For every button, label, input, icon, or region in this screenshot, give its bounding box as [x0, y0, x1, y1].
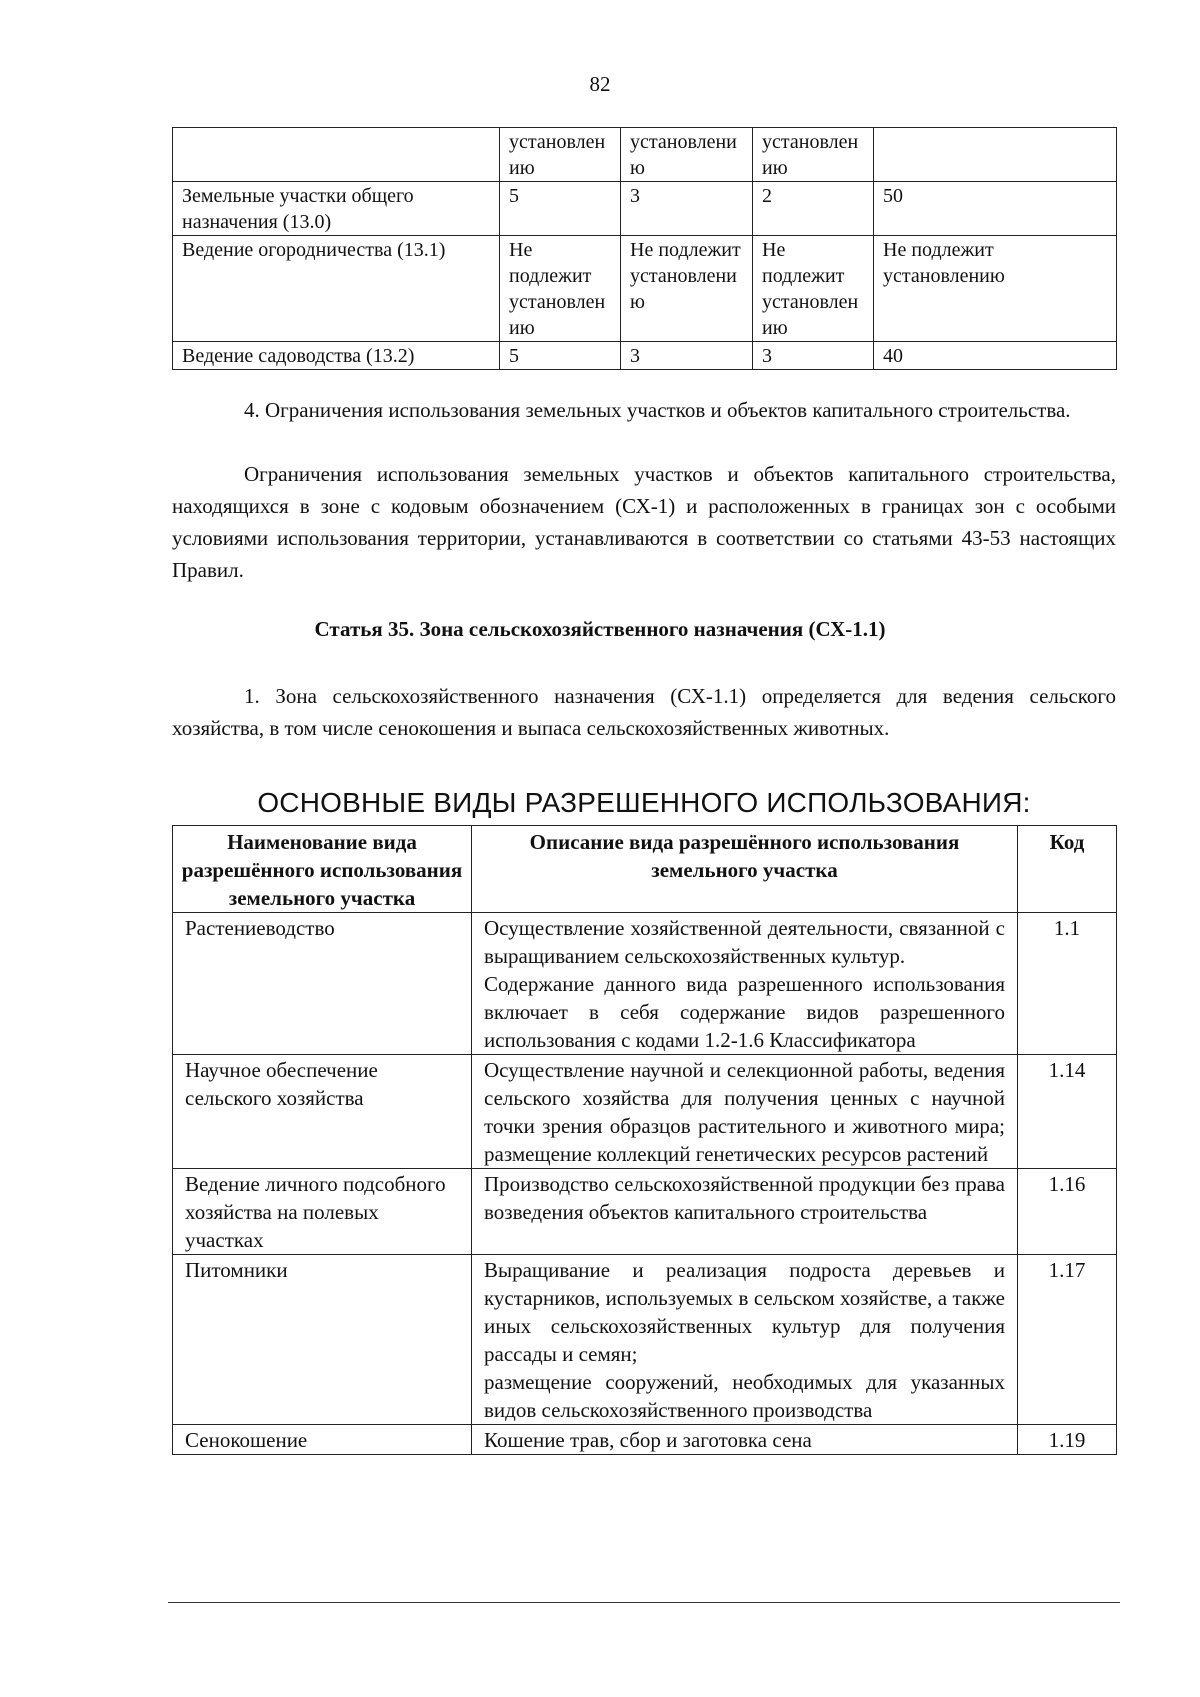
table-cell: Не подлежит установлени ю: [621, 236, 753, 342]
use-description: Кошение трав, сбор и заготовка сена: [472, 1425, 1018, 1455]
use-code: 1.16: [1018, 1169, 1117, 1255]
use-description: Производство сельскохозяйственной продукции без права возведения объектов капитального строительства: [472, 1169, 1018, 1255]
table-cell: 3: [621, 182, 753, 236]
description-paragraph: Выращивание и реализация подроста деревьев и кустарников, используемых в сельском хозяйстве, а также иных сельскохозяйственных культур для получения рассады и семян;: [484, 1258, 1005, 1366]
bottom-rule: [168, 1602, 1120, 1603]
use-code: 1.1: [1018, 913, 1117, 1055]
table-cell: установлен ию: [500, 128, 621, 182]
table-row: [173, 913, 1117, 1055]
table-row: [173, 342, 1117, 370]
table-cell: 50: [874, 182, 1117, 236]
description-paragraph: размещение сооружений, необходимых для указанных видов сельскохозяйственного производства: [484, 1370, 1005, 1422]
use-name: Питомники: [173, 1255, 472, 1425]
permitted-uses-table: [172, 825, 1117, 1455]
column-header-name: Наименование вида разрешённого использования земельного участка: [173, 826, 472, 913]
table-row: [173, 1169, 1117, 1255]
article-paragraph: 1. Зона сельскохозяйственного назначения (СХ-1.1) определяется для ведения сельского хозяйства, в том числе сенокошения и выпаса сельскохозяйственных животных.: [172, 684, 1116, 740]
use-code: 1.14: [1018, 1055, 1117, 1169]
table-cell: 5: [500, 182, 621, 236]
table-cell: 2: [753, 182, 874, 236]
use-name: Растениеводство: [173, 913, 472, 1055]
section4-body: Ограничения использования земельных участков и объектов капитального строительства, находящихся в зоне с кодовым обозначением (СХ-1) и расположенных в границах зон с особыми условиями использования территории, устанавливаются в соответствии со статьями 43-53 настоящих Правил.: [172, 462, 1116, 582]
table-cell: Ведение огородничества (13.1): [173, 236, 500, 342]
use-name: Научное обеспечение сельского хозяйства: [173, 1055, 472, 1169]
table-cell: [173, 128, 500, 182]
table-header-row: [173, 826, 1117, 913]
table-cell: установлени ю: [621, 128, 753, 182]
table-cell: [874, 128, 1117, 182]
table-cell: Земельные участки общего назначения (13.0): [173, 182, 500, 236]
description-paragraph: Осуществление хозяйственной деятельности, связанной с выращиванием сельскохозяйственных культур.: [484, 916, 1005, 968]
table-cell: Не подлежит установлен ию: [500, 236, 621, 342]
column-header-code: Код: [1018, 826, 1117, 913]
zoning-parameters-table: [172, 127, 1117, 370]
use-code: 1.19: [1018, 1425, 1117, 1455]
section4-intro: 4. Ограничения использования земельных участков и объектов капитального строительства.: [244, 398, 1071, 422]
use-description: [472, 913, 1018, 1055]
table-cell: 5: [500, 342, 621, 370]
table-row: [173, 236, 1117, 342]
table-row: [173, 182, 1117, 236]
use-description: Осуществление научной и селекционной работы, ведения сельского хозяйства для получения ценных с научной точки зрения образцов растительного и животного мира; размещение коллекций генетических ресурсов растений: [472, 1055, 1018, 1169]
column-header-description: Описание вида разрешённого использования земельного участка: [472, 826, 1018, 913]
use-code: 1.17: [1018, 1255, 1117, 1425]
table-caption: ОСНОВНЫЕ ВИДЫ РАЗРЕШЕННОГО ИСПОЛЬЗОВАНИЯ:: [257, 787, 1031, 818]
article-heading: Статья 35. Зона сельскохозяйственного назначения (СХ-1.1): [314, 617, 886, 641]
table-cell: 40: [874, 342, 1117, 370]
table-cell: установлен ию: [753, 128, 874, 182]
table-row: [173, 1425, 1117, 1455]
description-paragraph: Содержание данного вида разрешенного использования включает в себя содержание видов разрешенного использования с кодами 1.2-1.6 Классификатора: [484, 972, 1005, 1052]
use-description: [472, 1255, 1018, 1425]
table-row: [173, 128, 1117, 182]
table-row: [173, 1055, 1117, 1169]
table-cell: Не подлежит установлен ию: [753, 236, 874, 342]
page-number: 82: [589, 72, 611, 96]
table-cell: 3: [753, 342, 874, 370]
table-row: [173, 1255, 1117, 1425]
use-name: Ведение личного подсобного хозяйства на полевых участках: [173, 1169, 472, 1255]
use-name: Сенокошение: [173, 1425, 472, 1455]
table-cell: Не подлежит установлению: [874, 236, 1117, 342]
table-cell: Ведение садоводства (13.2): [173, 342, 500, 370]
table-cell: 3: [621, 342, 753, 370]
